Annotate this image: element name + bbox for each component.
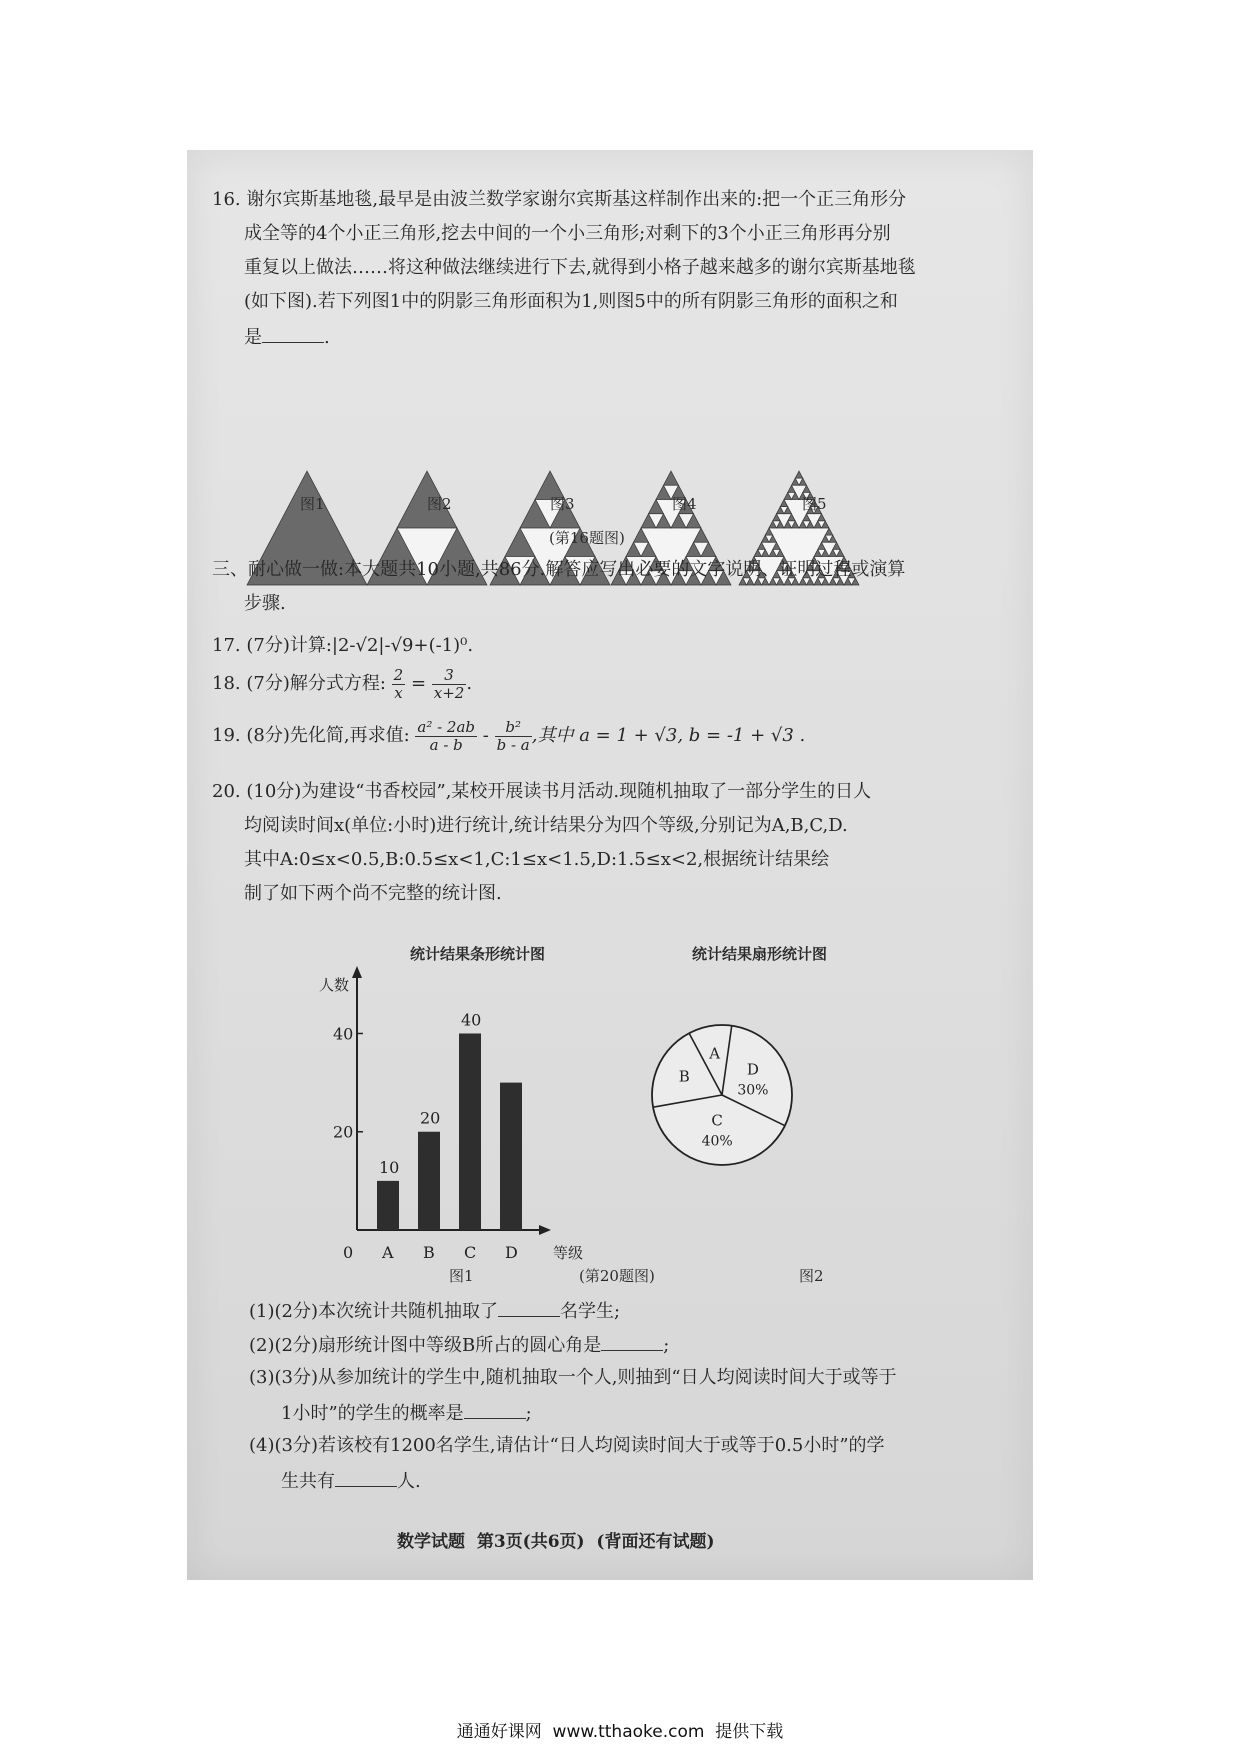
q20-sub4-line-2 [281, 1468, 421, 1494]
q20-sub3-line-2 [281, 1400, 532, 1426]
pie-chart-title: 统计结果扇形统计图 [692, 945, 828, 963]
fig20-label-1: 图1 [449, 1267, 474, 1285]
q20-sub2-end: ; [663, 1335, 670, 1356]
q20-sub4-blank[interactable] [335, 1468, 397, 1487]
q20-sub2 [249, 1332, 669, 1358]
q20-sub3-line-1: (3)(3分)从参加统计的学生中,随机抽取一个人,则抽到“日人均阅读时间大于或等于 [249, 1367, 897, 1388]
x-axis-arrow [539, 1225, 551, 1235]
q18-eq: = [410, 673, 427, 694]
q19-f2-den: b - a [496, 735, 530, 754]
q18-rhs-den: x+2 [433, 683, 465, 702]
q20-sub2-text: (2)(2分)扇形统计图中等级B所占的圆心角是 [249, 1335, 602, 1356]
q19-f1-den: a - b [429, 735, 463, 754]
data-label-B: 20 [420, 1108, 441, 1128]
pie-slice-label-D: D [746, 1060, 759, 1079]
bar-C [459, 1033, 481, 1230]
y-tick-label-20: 20 [333, 1122, 354, 1142]
q20-sub4-text: 生共有 [281, 1471, 335, 1492]
q20-sub3-text: 1小时”的学生的概率是 [281, 1403, 464, 1424]
q16-line-1: 16. 谢尔宾斯基地毯,最早是由波兰数学家谢尔宾斯基这样制作出来的:把一个正三角形分 [212, 189, 907, 210]
q20-line-3: 其中A:0≤x<0.5,B:0.5≤x<1,C:1≤x<1.5,D:1.5≤x<2,根据统计结果绘 [244, 849, 830, 870]
pie-chart [642, 1015, 842, 1215]
x-tick-label-D: D [505, 1243, 518, 1262]
q20-line-1: 20. (10分)为建设“书香校园”,某校开展读书月活动.现随机抽取了一部分学生的日人 [212, 781, 872, 802]
site-footer: 通通好课网 www.tthaoke.com 提供下载 [456, 1722, 784, 1742]
section3-line-1: 三、耐心做一做:本大题共10小题,共86分.解答应写出必要的文字说明、证明过程或演算 [212, 559, 906, 580]
q20-sub3-end: ; [525, 1403, 532, 1424]
bar-chart [287, 960, 587, 1260]
q19-suffix: ,其中 a = 1 + √3, b = -1 + √3 . [531, 725, 806, 746]
q16-line-2: 成全等的4个小正三角形,挖去中间的一个小三角形;对剩下的3个小正三角形再分别 [244, 223, 891, 244]
y-axis-arrow [352, 966, 362, 978]
q18-lhs-fraction [392, 667, 406, 702]
bar-B [418, 1132, 440, 1230]
q18-end: . [466, 673, 473, 694]
pie-slice-percent-D: 30% [737, 1082, 769, 1099]
q16-line-5-text: 是 [244, 327, 262, 348]
data-label-A: 10 [379, 1157, 400, 1177]
x-axis-label: 等级 [553, 1244, 584, 1262]
pie-slice-label-A: A [709, 1044, 721, 1063]
q17: 17. (7分)计算:|2-√2|-√9+(-1)⁰. [212, 635, 474, 656]
data-label-C: 40 [461, 1010, 482, 1030]
q19-f1-num: a² - 2ab [417, 717, 476, 736]
bar-chart-title: 统计结果条形统计图 [410, 945, 546, 963]
x-tick-label-C: C [464, 1243, 477, 1262]
q20-line-2: 均阅读时间x(单位:小时)进行统计,统计结果分为四个等级,分别记为A,B,C,D. [244, 815, 848, 836]
q19-f2-num: b² [495, 719, 532, 737]
pie-slice-label-C: C [711, 1111, 723, 1130]
y-axis-label: 人数 [319, 976, 350, 994]
origin-label: 0 [343, 1243, 354, 1262]
q18-lhs-den: x [394, 683, 403, 702]
q16-line-3: 重复以上做法……将这种做法继续进行下去,就得到小格子越来越多的谢尔宾斯基地毯 [244, 257, 916, 278]
page-footer: 数学试题 第3页(共6页) (背面还有试题) [397, 1532, 715, 1552]
q20-line-4: 制了如下两个尚不完整的统计图. [244, 883, 502, 904]
q19-minus: - [482, 725, 489, 746]
bar-D [500, 1083, 522, 1230]
pie-slice-label-B: B [678, 1067, 690, 1086]
sierpinski-figures [187, 350, 1033, 590]
q16-line-5 [244, 324, 330, 350]
fig16-caption: (第16题图) [549, 529, 625, 547]
q16-answer-blank[interactable] [262, 324, 324, 343]
fig16-label-4: 图4 [672, 495, 697, 513]
q18-rhs-fraction [432, 667, 467, 702]
exam-page [187, 150, 1033, 1580]
q20-sub1-text: (1)(2分)本次统计共随机抽取了 [249, 1301, 498, 1322]
q20-sub4-end: 人. [397, 1471, 421, 1492]
pie-slice-percent-C: 40% [701, 1133, 733, 1150]
q19-prefix: 19. (8分)先化简,再求值: [212, 725, 410, 746]
q19-fraction-1 [415, 719, 477, 754]
fig20-caption: (第20题图) [579, 1267, 655, 1285]
fig16-label-2: 图2 [427, 495, 452, 513]
fig16-label-3: 图3 [550, 495, 575, 513]
q19-fraction-2 [495, 719, 532, 754]
q20-sub4-line-1: (4)(3分)若该校有1200名学生,请估计“日人均阅读时间大于或等于0.5小时”的学 [249, 1435, 885, 1456]
fig16-label-1: 图1 [300, 495, 325, 513]
q20-sub2-blank[interactable] [601, 1332, 663, 1351]
bar-A [377, 1181, 399, 1230]
q16-line-5-end: . [324, 327, 330, 348]
y-tick-label-40: 40 [333, 1024, 354, 1044]
q18 [212, 666, 472, 702]
q20-sub1-end: 名学生; [560, 1301, 621, 1322]
fig20-label-2: 图2 [799, 1267, 824, 1285]
q18-rhs-num: 3 [432, 667, 467, 685]
q20-sub1-blank[interactable] [498, 1298, 560, 1317]
x-tick-label-A: A [382, 1243, 394, 1262]
fig16-label-5: 图5 [802, 495, 827, 513]
q16-line-4: (如下图).若下列图1中的阴影三角形面积为1,则图5中的所有阴影三角形的面积之和 [244, 291, 898, 312]
x-tick-label-B: B [423, 1243, 435, 1262]
q20-sub3-blank[interactable] [464, 1400, 526, 1419]
q20-sub1 [249, 1298, 620, 1324]
q18-lhs-num: 2 [393, 665, 404, 684]
section3-line-2: 步骤. [244, 593, 286, 614]
q18-prefix: 18. (7分)解分式方程: [212, 673, 386, 694]
q19 [212, 718, 805, 754]
